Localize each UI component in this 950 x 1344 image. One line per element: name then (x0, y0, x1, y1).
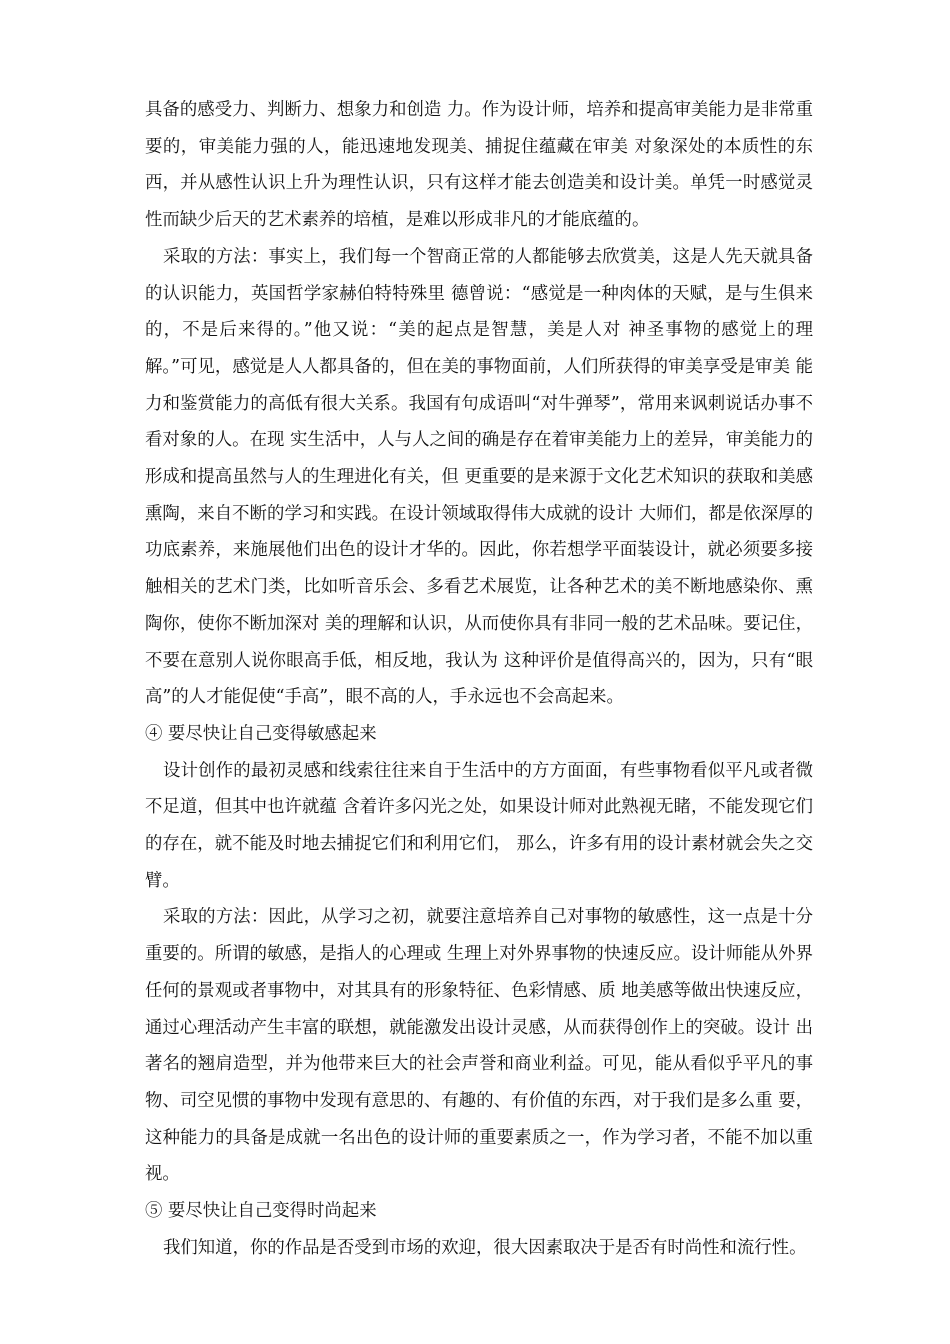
paragraph-sensitivity-intro: 设计创作的最初灵感和线索往往来自于生活中的方方面面，有些事物看似平凡或者微不足道，但其中也许就蕴 含着许多闪光之处，如果设计师对此熟视无睹，不能发现它们的存在，就不能及时地去捕捉它们和利用它们， 那么，许多有用的设计素材就会失之交臂。 (145, 760, 813, 891)
paragraph-sensitivity-method: 采取的方法：因此，从学习之初，就要注意培养自己对事物的敏感性，这一点是十分重要的。所谓的敏感，是指人的心理或 生理上对外界事物的快速反应。设计师能从外界任何的景观或者事物中，对其具有的形象特征、色彩情感、质 地美感等做出快速反应，通过心理活动产生丰富的联想，就能激发出设计灵感，从而获得创作上的突破。设计 出著名的翘肩造型，并为他带来巨大的社会声誉和商业利益。可见，能从看似乎平凡的事物、司空见惯的事物中发现有意思的、有趣的、有价值的东西，对于我们是多么重 要，这种能力的具备是成就一名出色的设计师的重要素质之一，作为学习者，不能不加以重视。 (145, 907, 813, 1185)
section-heading-sensitivity: ④ 要尽快让自己变得敏感起来 (145, 723, 377, 744)
section-heading-fashion: ⑤ 要尽快让自己变得时尚起来 (145, 1201, 377, 1222)
paragraph-aesthetic-ability: 具备的感受力、判断力、想象力和创造 力。作为设计师，培养和提高审美能力是非常重要的，审美能力强的人，能迅速地发现美、捕捉住蕴藏在审美 对象深处的本质性的东西，并从感性认识上升为理性认识，只有这样才能去创造美和设计美。单凭一时感觉灵 性而缺少后天的艺术素养的培植，是难以形成非凡的才能底蕴的。 (145, 100, 813, 231)
document-body (145, 92, 813, 1267)
paragraph-fashion-intro: 我们知道，你的作品是否受到市场的欢迎，很大因素取决于是否有时尚性和流行性。 (163, 1237, 807, 1258)
paragraph-aesthetic-method: 采取的方法：事实上，我们每一个智商正常的人都能够去欣赏美，这是人先天就具备的认识能力，英国哲学家赫伯特特殊里 德曾说：“感觉是一种肉体的天赋，是与生俱来的，不是后来得的。”他又说：“美的起点是智慧，美是人对 神圣事物的感觉上的理解。”可见，感觉是人人都具备的，但在美的事物面前，人们所获得的审美享受是审美 能力和鉴赏能力的高低有很大关系。我国有句成语叫“对牛弹琴”，常用来讽刺说话办事不看对象的人。在现 实生活中，人与人之间的确是存在着审美能力上的差异，审美能力的形成和提高虽然与人的生理进化有关，但 更重要的是来源于文化艺术知识的获取和美感熏陶，来自不断的学习和实践。在设计领域取得伟大成就的设计 大师们，都是依深厚的功底素养，来施展他们出色的设计才华的。因此，你若想学平面装设计，就必须要多接 触相关的艺术门类，比如听音乐会、多看艺术展览，让各种艺术的美不断地感染你、熏陶你，使你不断加深对 美的理解和认识，从而使你具有非同一般的艺术品味。要记住，不要在意别人说你眼高手低，相反地，我认为 这种评价是值得高兴的，因为，只有“眼高”的人才能促使“手高”，眼不高的人，手永远也不会高起来。 (145, 246, 813, 708)
